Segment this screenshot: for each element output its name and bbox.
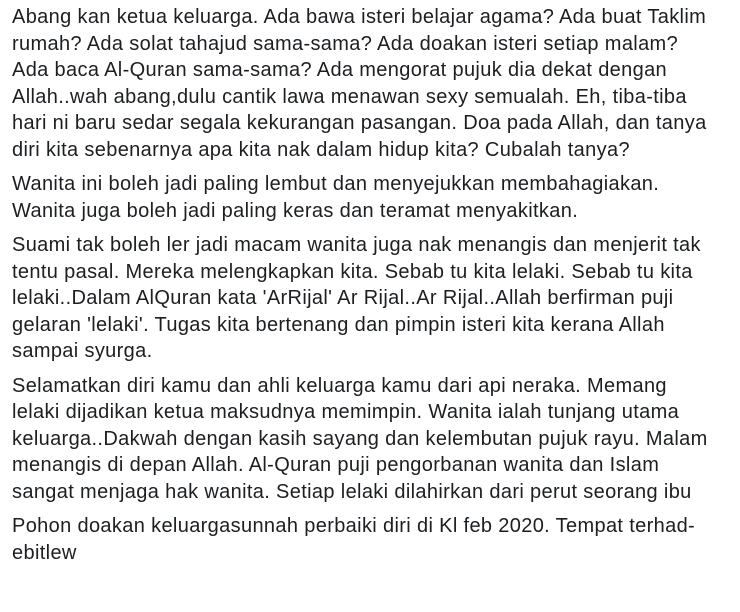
text-line: lelaki dijadikan ketua maksudnya memimpin. Wanita ialah tunjang utama	[12, 401, 680, 423]
text-line: Wanita juga boleh jadi paling keras dan teramat menyakitkan.	[12, 199, 579, 222]
text-line: Selamatkan diri kamu dan ahli keluarga kamu dari api neraka. Memang	[12, 374, 667, 397]
paragraph-5	[12, 513, 728, 566]
text-line: Pohon doakan keluargasunnah perbaiki diri di Kl feb 2020. Tempat terhad-	[12, 515, 696, 537]
text-line: keluarga..Dakwah dengan kasih sayang dan kelembutan pujuk rayu. Malam	[12, 427, 708, 450]
text-line: menangis di depan Allah. Al-Quran puji pengorbanan wanita dan Islam	[12, 454, 660, 476]
text-line: diri kita sebenarnya apa kita nak dalam hidup kita? Cubalah tanya?	[12, 138, 630, 161]
paragraph-2	[12, 171, 728, 224]
text-line: Abang kan ketua keluarga. Ada bawa isteri belajar agama? Ada buat Taklim	[12, 6, 707, 28]
text-line: Wanita ini boleh jadi paling lembut dan menyejukkan membahagiakan.	[12, 173, 660, 195]
text-line: sampai syurga.	[12, 340, 153, 362]
text-line: sangat menjaga hak wanita. Setiap lelaki dilahirkan dari perut seorang ibu	[12, 480, 692, 503]
paragraph-1	[12, 4, 728, 163]
text-line: ebitlew	[12, 541, 77, 564]
text-line: lelaki..Dalam AlQuran kata 'ArRijal' Ar Rijal..Ar Rijal..Allah berfirman puji	[12, 287, 674, 309]
post-body-text	[12, 4, 728, 574]
text-line: tentu pasal. Mereka melengkapkan kita. Sebab tu kita lelaki. Sebab tu kita	[12, 260, 693, 283]
text-line: Suami tak boleh ler jadi macam wanita juga nak menangis dan menjerit tak	[12, 234, 701, 256]
text-line: Allah..wah abang,dulu cantik lawa menawan sexy semualah. Eh, tiba-tiba	[12, 85, 687, 108]
paragraph-4	[12, 373, 728, 506]
text-line: gelaran 'lelaki'. Tugas kita bertenang dan pimpin isteri kita kerana Allah	[12, 313, 665, 336]
paragraph-3	[12, 232, 728, 365]
text-line: rumah? Ada solat tahajud sama-sama? Ada doakan isteri setiap malam?	[12, 32, 679, 55]
text-line: hari ni baru sedar segala kekurangan pasangan. Doa pada Allah, dan tanya	[12, 112, 707, 134]
text-line: Ada baca Al-Quran sama-sama? Ada mengorat pujuk dia dekat dengan	[12, 59, 668, 81]
